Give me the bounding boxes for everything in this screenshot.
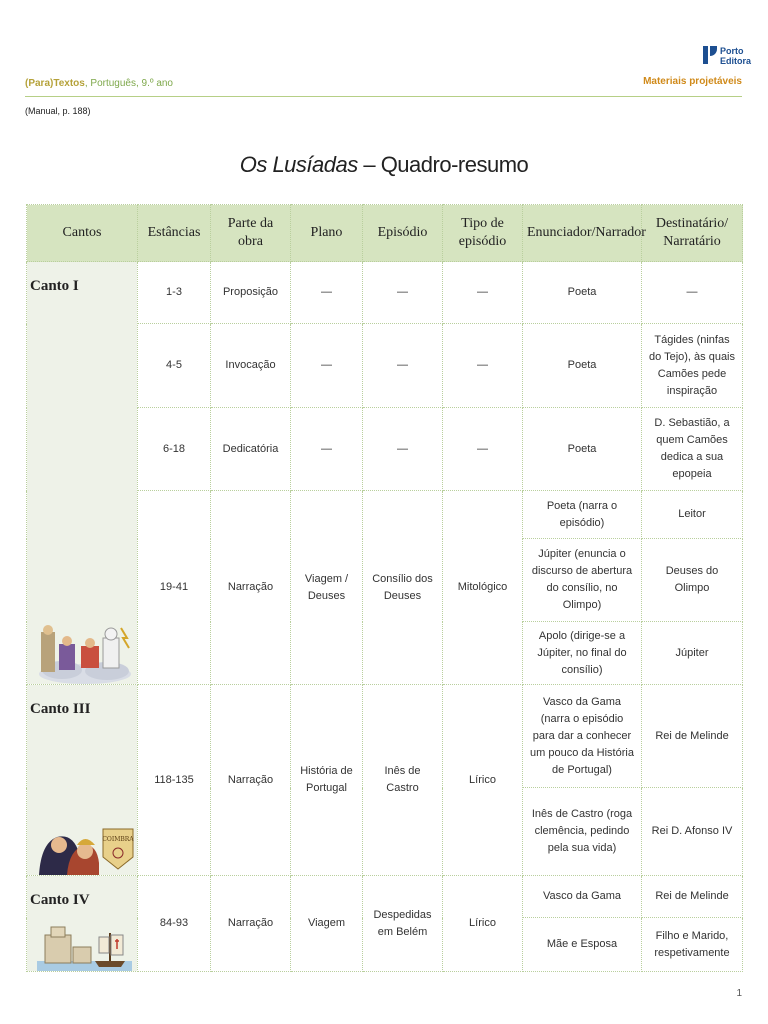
logo-text-line2: Editora [720,56,752,66]
plano-cell: — [291,408,363,491]
col-header-estancias: Estâncias [138,205,211,262]
episodio-cell: — [363,408,443,491]
ines-de-castro-illustration-icon [37,823,137,875]
destinatario-cell: Leitor [642,491,743,539]
canto-cell [27,685,138,876]
series-brand: (Para)Textos [25,78,85,89]
table-row [27,685,743,788]
parte-cell: Invocação [211,324,291,408]
episodio-cell: Consílio dos Deuses [363,491,443,685]
table-row [27,262,743,324]
episodio-cell: — [363,262,443,324]
col-header-cantos: Cantos [27,205,138,262]
canto-cell [27,876,138,972]
narrador-cell: Apolo (dirige-se a Júpiter, no final do consílio) [523,622,642,685]
coimbra-banner-text: COIMBRA [102,836,134,843]
page-title [0,152,768,178]
plano-cell: Viagem / Deuses [291,491,363,685]
narrador-cell: Inês de Castro (roga clemência, pedindo pela sua vida) [523,788,642,876]
narrador-cell: Mãe e Esposa [523,918,642,972]
estancias-cell: 118-135 [138,685,211,876]
parte-cell: Dedicatória [211,408,291,491]
destinatario-cell: — [642,262,743,324]
side-copyright-note [744,110,752,190]
destinatario-cell: Tágides (ninfas do Tejo), às quais Camões pede inspiração [642,324,743,408]
title-italic: Os Lusíadas [239,152,358,177]
col-header-episodio: Episódio [363,205,443,262]
estancias-cell: 4-5 [138,324,211,408]
narrador-cell: Poeta (narra o episódio) [523,491,642,539]
header-row [27,205,743,262]
destinatario-cell: Rei de Melinde [642,876,743,918]
episodio-cell: Inês de Castro [363,685,443,876]
page-number: 1 [736,988,742,999]
destinatario-cell: D. Sebastião, a quem Camões dedica a sua epopeia [642,408,743,491]
destinatario-cell: Júpiter [642,622,743,685]
canto-cell [27,262,138,685]
tipo-cell: — [443,262,523,324]
gods-illustration-icon [37,624,132,684]
manual-reference: (Manual, p. 188) [25,106,91,116]
estancias-cell: 19-41 [138,491,211,685]
parte-cell: Narração [211,491,291,685]
tipo-cell: Mitológico [443,491,523,685]
episodio-cell: — [363,324,443,408]
col-header-narrador: Enunciador/Narrador [523,205,642,262]
belem-tower-illustration-icon [37,925,132,971]
table-row [27,876,743,918]
narrador-cell: Vasco da Gama (narra o episódio para dar a conhecer um pouco da História de Portugal) [523,685,642,788]
logo-text-line1: Porto [720,46,744,56]
logo-mark-icon [703,46,717,64]
episodio-cell: Despedidas em Belém [363,876,443,972]
plano-cell: — [291,324,363,408]
canto-label: Canto III [30,701,91,717]
plano-cell: História de Portugal [291,685,363,876]
summary-table [26,204,743,972]
tipo-cell: Lírico [443,876,523,972]
narrador-cell: Júpiter (enuncia o discurso de abertura do consílio, no Olimpo) [523,539,642,622]
destinatario-cell: Rei D. Afonso IV [642,788,743,876]
col-header-tipo: Tipo de episódio [443,205,523,262]
destinatario-cell: Deuses do Olimpo [642,539,743,622]
destinatario-cell: Filho e Marido, respetivamente [642,918,743,972]
parte-cell: Narração [211,876,291,972]
narrador-cell: Poeta [523,262,642,324]
canto-label: Canto IV [30,892,90,908]
series-subtitle: , Português, 9.º ano [84,78,173,89]
porto-editora-logo [703,46,751,66]
narrador-cell: Vasco da Gama [523,876,642,918]
header-divider [25,96,742,97]
narrador-cell: Poeta [523,324,642,408]
estancias-cell: 1-3 [138,262,211,324]
estancias-cell: 6-18 [138,408,211,491]
tipo-cell: Lírico [443,685,523,876]
plano-cell: Viagem [291,876,363,972]
narrador-cell: Poeta [523,408,642,491]
destinatario-cell: Rei de Melinde [642,685,743,788]
materials-label: Materiais projetáveis [643,76,742,87]
title-rest: – Quadro-resumo [357,152,529,177]
tipo-cell: — [443,324,523,408]
series-title [25,78,173,89]
col-header-plano: Plano [291,205,363,262]
canto-label: Canto I [30,278,79,294]
parte-cell: Narração [211,685,291,876]
parte-cell: Proposição [211,262,291,324]
estancias-cell: 84-93 [138,876,211,972]
col-header-destinatario: Destinatário/ Narratário [642,205,743,262]
col-header-parte: Parte da obra [211,205,291,262]
plano-cell: — [291,262,363,324]
tipo-cell: — [443,408,523,491]
